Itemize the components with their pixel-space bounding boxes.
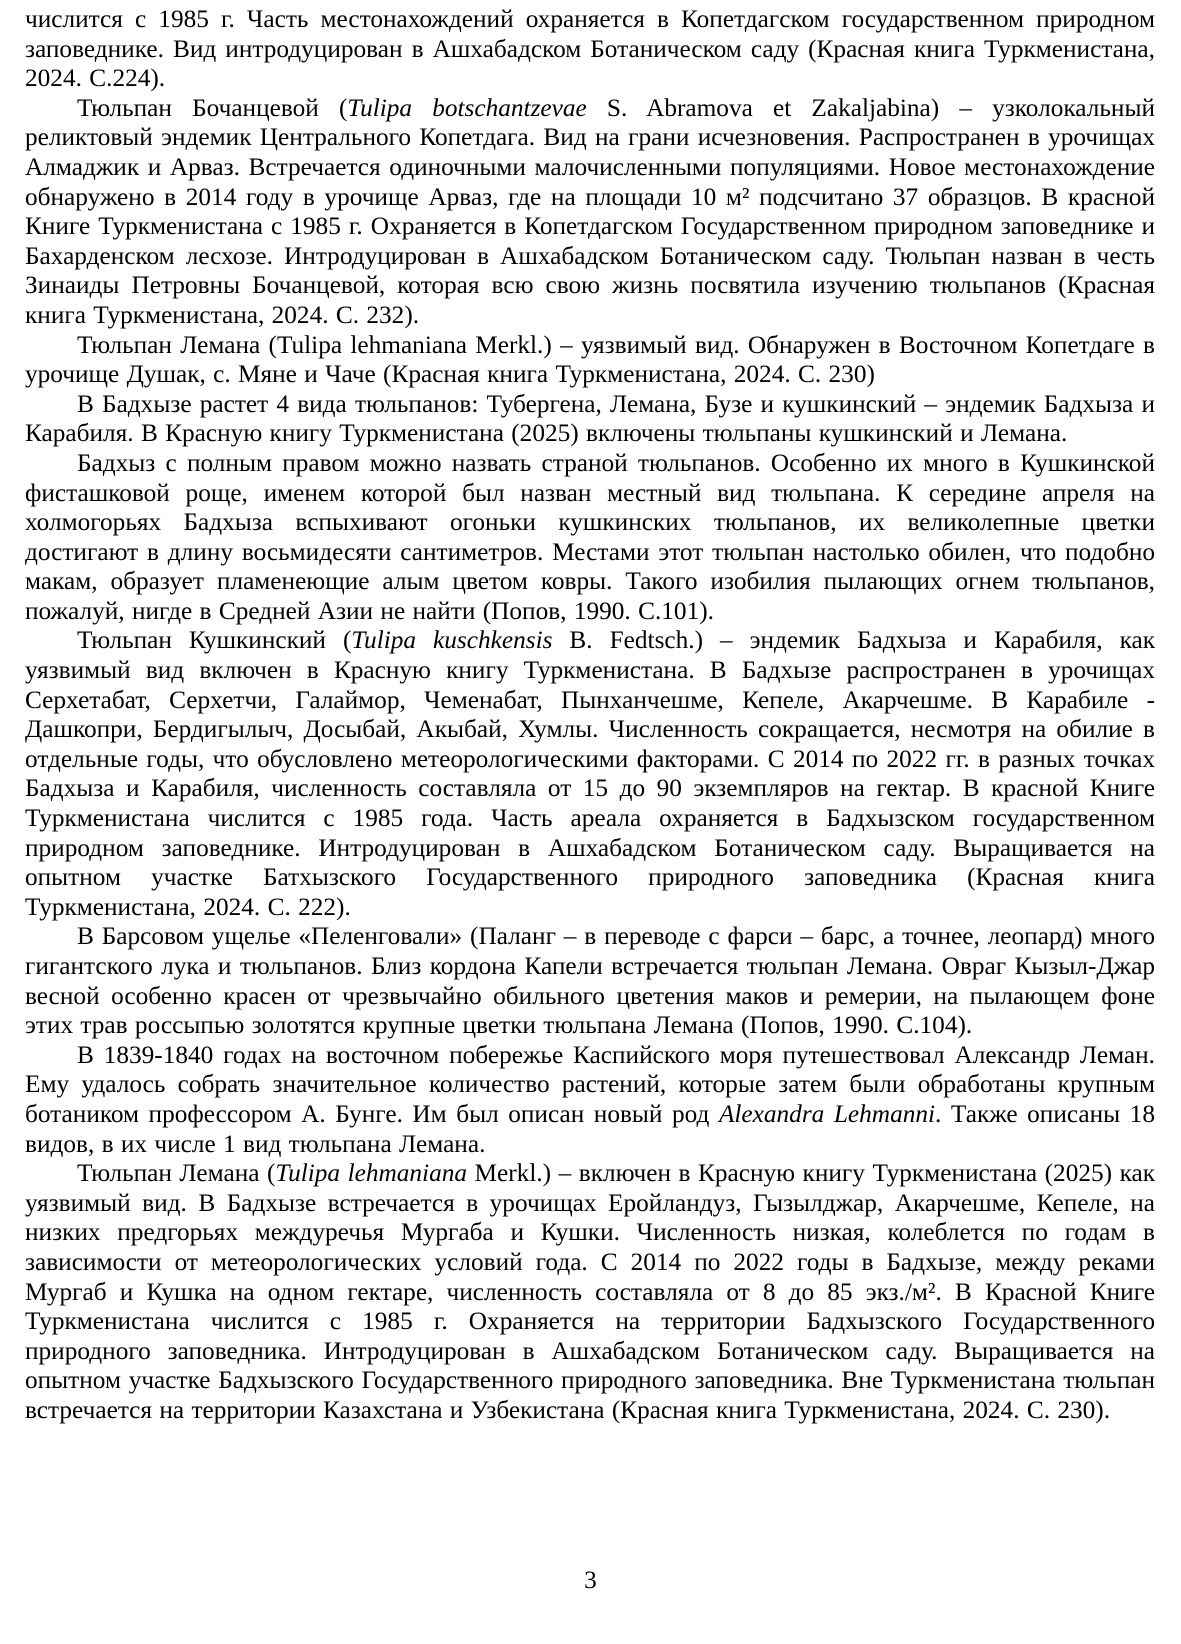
paragraph: Тюльпан Лемана (Tulipa lehmaniana Merkl.) – уязвимый вид. Обнаружен в Восточном Копетдаге в урочище Душак, с. Мяне и Чаче (Красная книга Туркменистана, 2024. С. 230)	[25, 330, 1155, 389]
paragraph: числится с 1985 г. Часть местонахождений охраняется в Копетдагском государственном природном заповеднике. Вид интродуцирован в Ашхабадском Ботаническом саду (Красная книга Туркменистана, 2024. С.224).	[25, 5, 1155, 93]
document-body	[25, 5, 1155, 1426]
paragraph: Бадхыз с полным правом можно назвать страной тюльпанов. Особенно их много в Кушкинской фисташковой роще, именем которой был назван местный вид тюльпана. К середине апреля на холмогорьях Бадхыза вспыхивают огоньки кушкинских тюльпанов, их великолепные цветки достигают в длину восьмидесяти сантиметров. Местами этот тюльпан настолько обилен, что подобно макам, образует пламенеющие алым цветом ковры. Такого изобилия пылающих огнем тюльпанов, пожалуй, нигде в Средней Азии не найти (Попов, 1990. С.101).	[25, 448, 1155, 625]
paragraph: Тюльпан Кушкинский (Tulipa kuschkensis B. Fedtsch.) – эндемик Бадхыза и Карабиля, как уязвимый вид включен в Красную книгу Туркменистана. В Бадхызе распространен в урочищах Серхетабат, Серхетчи, Галаймор, Чеменабат, Пынханчешме, Кепеле, Акарчешме. В Карабиле - Дашкопри, Бердигылыч, Досыбай, Акыбай, Хумлы. Численность сокращается, несмотря на обилие в отдельные годы, что обусловлено метеорологическими факторами. С 2014 по 2022 гг. в разных точках Бадхыза и Карабиля, численность составляла от 15 до 90 экземпляров на гектар. В красной Книге Туркменистана числится с 1985 года. Часть ареала охраняется в Бадхызском государственном природном заповеднике. Интродуцирован в Ашхабадском Ботаническом саду. Выращивается на опытном участке Батхызского Государственного природного заповедника (Красная книга Туркменистана, 2024. С. 222).	[25, 626, 1155, 921]
paragraph: В Бадхызе растет 4 вида тюльпанов: Тубергена, Лемана, Бузе и кушкинский – эндемик Бадхыза и Карабиля. В Красную книгу Туркменистана (2025) включены тюльпаны кушкинский и Лемана.	[25, 389, 1155, 448]
paragraph: Тюльпан Бочанцевой (Tulipa botschantzevae S. Abramova et Zakaljabina) – узколокальный реликтовый эндемик Центрального Копетдага. Вид на грани исчезновения. Распространен в урочищах Алмаджик и Арваз. Встречается одиночными малочисленными популяциями. Новое местонахождение обнаружено в 2014 году в урочище Арваз, где на площади 10 м² подсчитано 37 образцов. В красной Книге Туркменистана с 1985 г. Охраняется в Копетдагском Государственном природном заповеднике и Бахарденском лесхозе. Интродуцирован в Ашхабадском Ботаническом саду. Тюльпан назван в честь Зинаиды Петровны Бочанцевой, которая всю свою жизнь посвятила изучению тюльпанов (Красная книга Туркменистана, 2024. С. 232).	[25, 93, 1155, 329]
paragraph: В 1839-1840 годах на восточном побережье Каспийского моря путешествовал Александр Леман. Ему удалось собрать значительное количество растений, которые затем были обработаны крупным ботаником профессором А. Бунге. Им был описан новый род Alexandra Lehmanni. Также описаны 18 видов, в их числе 1 вид тюльпана Лемана.	[25, 1040, 1155, 1158]
paragraph: В Барсовом ущелье «Пеленговали» (Паланг – в переводе с фарси – барс, а точнее, леопард) много гигантского лука и тюльпанов. Близ кордона Капели встречается тюльпан Лемана. Овраг Кызыл-Джар весной особенно красен от чрезвычайно обильного цветения маков и ремерии, на пылающем фоне этих трав россыпью золотятся крупные цветки тюльпана Лемана (Попов, 1990. С.104).	[25, 922, 1155, 1040]
page-number: 3	[584, 1566, 597, 1594]
paragraph: Тюльпан Лемана (Tulipa lehmaniana Merkl.) – включен в Красную книгу Туркменистана (2025) как уязвимый вид. В Бадхызе встречается в урочищах Еройландуз, Гызылджар, Акарчешме, Кепеле, на низких предгорьях междуречья Мургаба и Кушки. Численность низкая, колеблется по годам в зависимости от метеорологических условий года. С 2014 по 2022 годы в Бадхызе, между реками Мургаб и Кушка на одном гектаре, численность составляла от 8 до 85 экз./м². В Красной Книге Туркменистана числится с 1985 г. Охраняется на территории Бадхызского Государственного природного заповедника. Интродуцирован в Ашхабадском Ботаническом саду. Выращивается на опытном участке Бадхызского Государственного природного заповедника. Вне Туркменистана тюльпан встречается на территории Казахстана и Узбекистана (Красная книга Туркменистана, 2024. С. 230).	[25, 1159, 1155, 1424]
